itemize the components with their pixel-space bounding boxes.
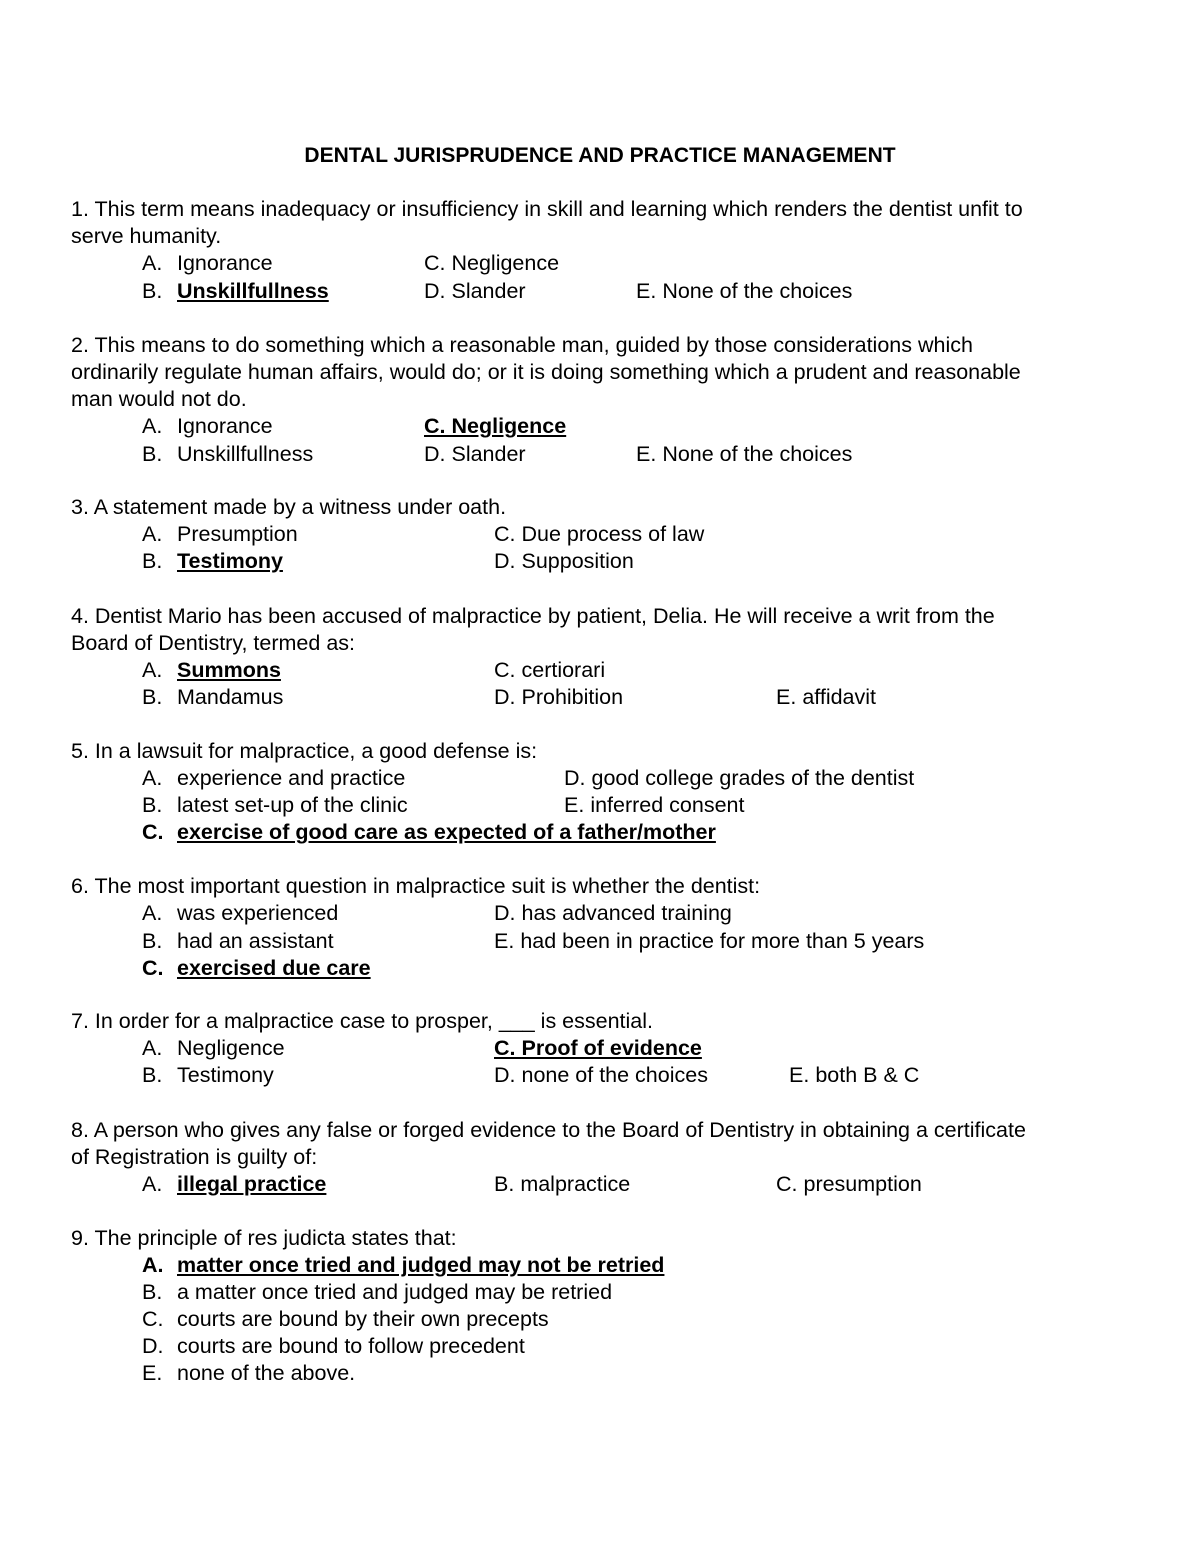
question-7-option-a: A. Negligence	[142, 1036, 285, 1060]
question-6-option-d: D. has advanced training	[494, 901, 732, 925]
question-7-option-b: B. Testimony	[142, 1063, 274, 1087]
question-4-option-d: D. Prohibition	[494, 685, 624, 709]
question-2-text-line-3: man would not do.	[71, 387, 247, 411]
question-9-option-b: B. a matter once tried and judged may be retried	[142, 1280, 613, 1304]
question-7-option-d: D. none of the choices	[494, 1063, 708, 1087]
question-3-option-a: A. Presumption	[142, 522, 298, 546]
question-3-option-b-answer: B. Testimony	[142, 549, 283, 573]
question-2-option-e: E. None of the choices	[636, 442, 853, 466]
question-1-option-b-answer: B. Unskillfullness	[142, 279, 329, 303]
question-1-option-d: D. Slander	[424, 279, 526, 303]
question-2-option-d: D. Slander	[424, 442, 526, 466]
question-2-text-line-2: ordinarily regulate human affairs, would do; or it is doing something which a prudent and reasonable	[71, 360, 1021, 384]
question-7-text-line-1: 7. In order for a malpractice case to prosper, ___ is essential.	[71, 1009, 653, 1033]
question-9-option-e: E. none of the above.	[142, 1361, 356, 1385]
question-6-option-a: A. was experienced	[142, 901, 339, 925]
question-1-option-c: C. Negligence	[424, 251, 560, 275]
question-1-option-e: E. None of the choices	[636, 279, 853, 303]
question-1-option-a: A. Ignorance	[142, 251, 273, 275]
question-4-text-line-2: Board of Dentistry, termed as:	[71, 631, 355, 655]
question-2-option-b: B. Unskillfullness	[142, 442, 314, 466]
question-9-option-d: D. courts are bound to follow precedent	[142, 1334, 525, 1358]
question-4-option-a-answer: A. Summons	[142, 658, 281, 682]
question-6-option-b: B. had an assistant	[142, 929, 334, 953]
question-6-option-e: E. had been in practice for more than 5 years	[494, 929, 925, 953]
question-9-option-a-answer: A. matter once tried and judged may not be retried	[142, 1253, 665, 1277]
question-5-option-a: A. experience and practice	[142, 766, 406, 790]
question-5-text-line-1: 5. In a lawsuit for malpractice, a good defense is:	[71, 739, 538, 763]
question-2-option-c-answer: C. Negligence	[424, 414, 567, 438]
question-8-text-line-1: 8. A person who gives any false or forged evidence to the Board of Dentistry in obtaining a certificate	[71, 1118, 1026, 1142]
question-6-text-line-1: 6. The most important question in malpractice suit is whether the dentist:	[71, 874, 761, 898]
question-3-option-c: C. Due process of law	[494, 522, 705, 546]
question-7-option-c-answer: C. Proof of evidence	[494, 1036, 702, 1060]
question-8-text-line-2: of Registration is guilty of:	[71, 1145, 318, 1169]
question-3-text-line-1: 3. A statement made by a witness under oath.	[71, 495, 507, 519]
question-4-text-line-1: 4. Dentist Mario has been accused of malpractice by patient, Delia. He will receive a writ from the	[71, 604, 995, 628]
question-7-option-e: E. both B & C	[789, 1063, 920, 1087]
question-8-option-b: B. malpractice	[494, 1172, 631, 1196]
question-9-text-line-1: 9. The principle of res judicta states that:	[71, 1226, 457, 1250]
question-8-option-a-answer: A. illegal practice	[142, 1172, 327, 1196]
question-5-option-b: B. latest set-up of the clinic	[142, 793, 408, 817]
question-3-option-d: D. Supposition	[494, 549, 634, 573]
question-1-text-line-1: 1. This term means inadequacy or insufficiency in skill and learning which renders the dentist unfit to	[71, 197, 1023, 221]
question-2-option-a: A. Ignorance	[142, 414, 273, 438]
question-4-option-e: E. affidavit	[776, 685, 877, 709]
question-9-option-c: C. courts are bound by their own precepts	[142, 1307, 549, 1331]
question-1-text-line-2: serve humanity.	[71, 224, 222, 248]
question-4-option-b: B. Mandamus	[142, 685, 284, 709]
question-8-option-c: C. presumption	[776, 1172, 922, 1196]
question-5-option-e: E. inferred consent	[564, 793, 745, 817]
document-title: DENTAL JURISPRUDENCE AND PRACTICE MANAGEMENT	[304, 144, 896, 167]
question-5-option-c-answer: C. exercise of good care as expected of a father/mother	[142, 820, 716, 844]
question-6-option-c-answer: C. exercised due care	[142, 956, 371, 980]
question-2-text-line-1: 2. This means to do something which a reasonable man, guided by those considerations which	[71, 333, 973, 357]
question-4-option-c: C. certiorari	[494, 658, 606, 682]
question-5-option-d: D. good college grades of the dentist	[564, 766, 915, 790]
